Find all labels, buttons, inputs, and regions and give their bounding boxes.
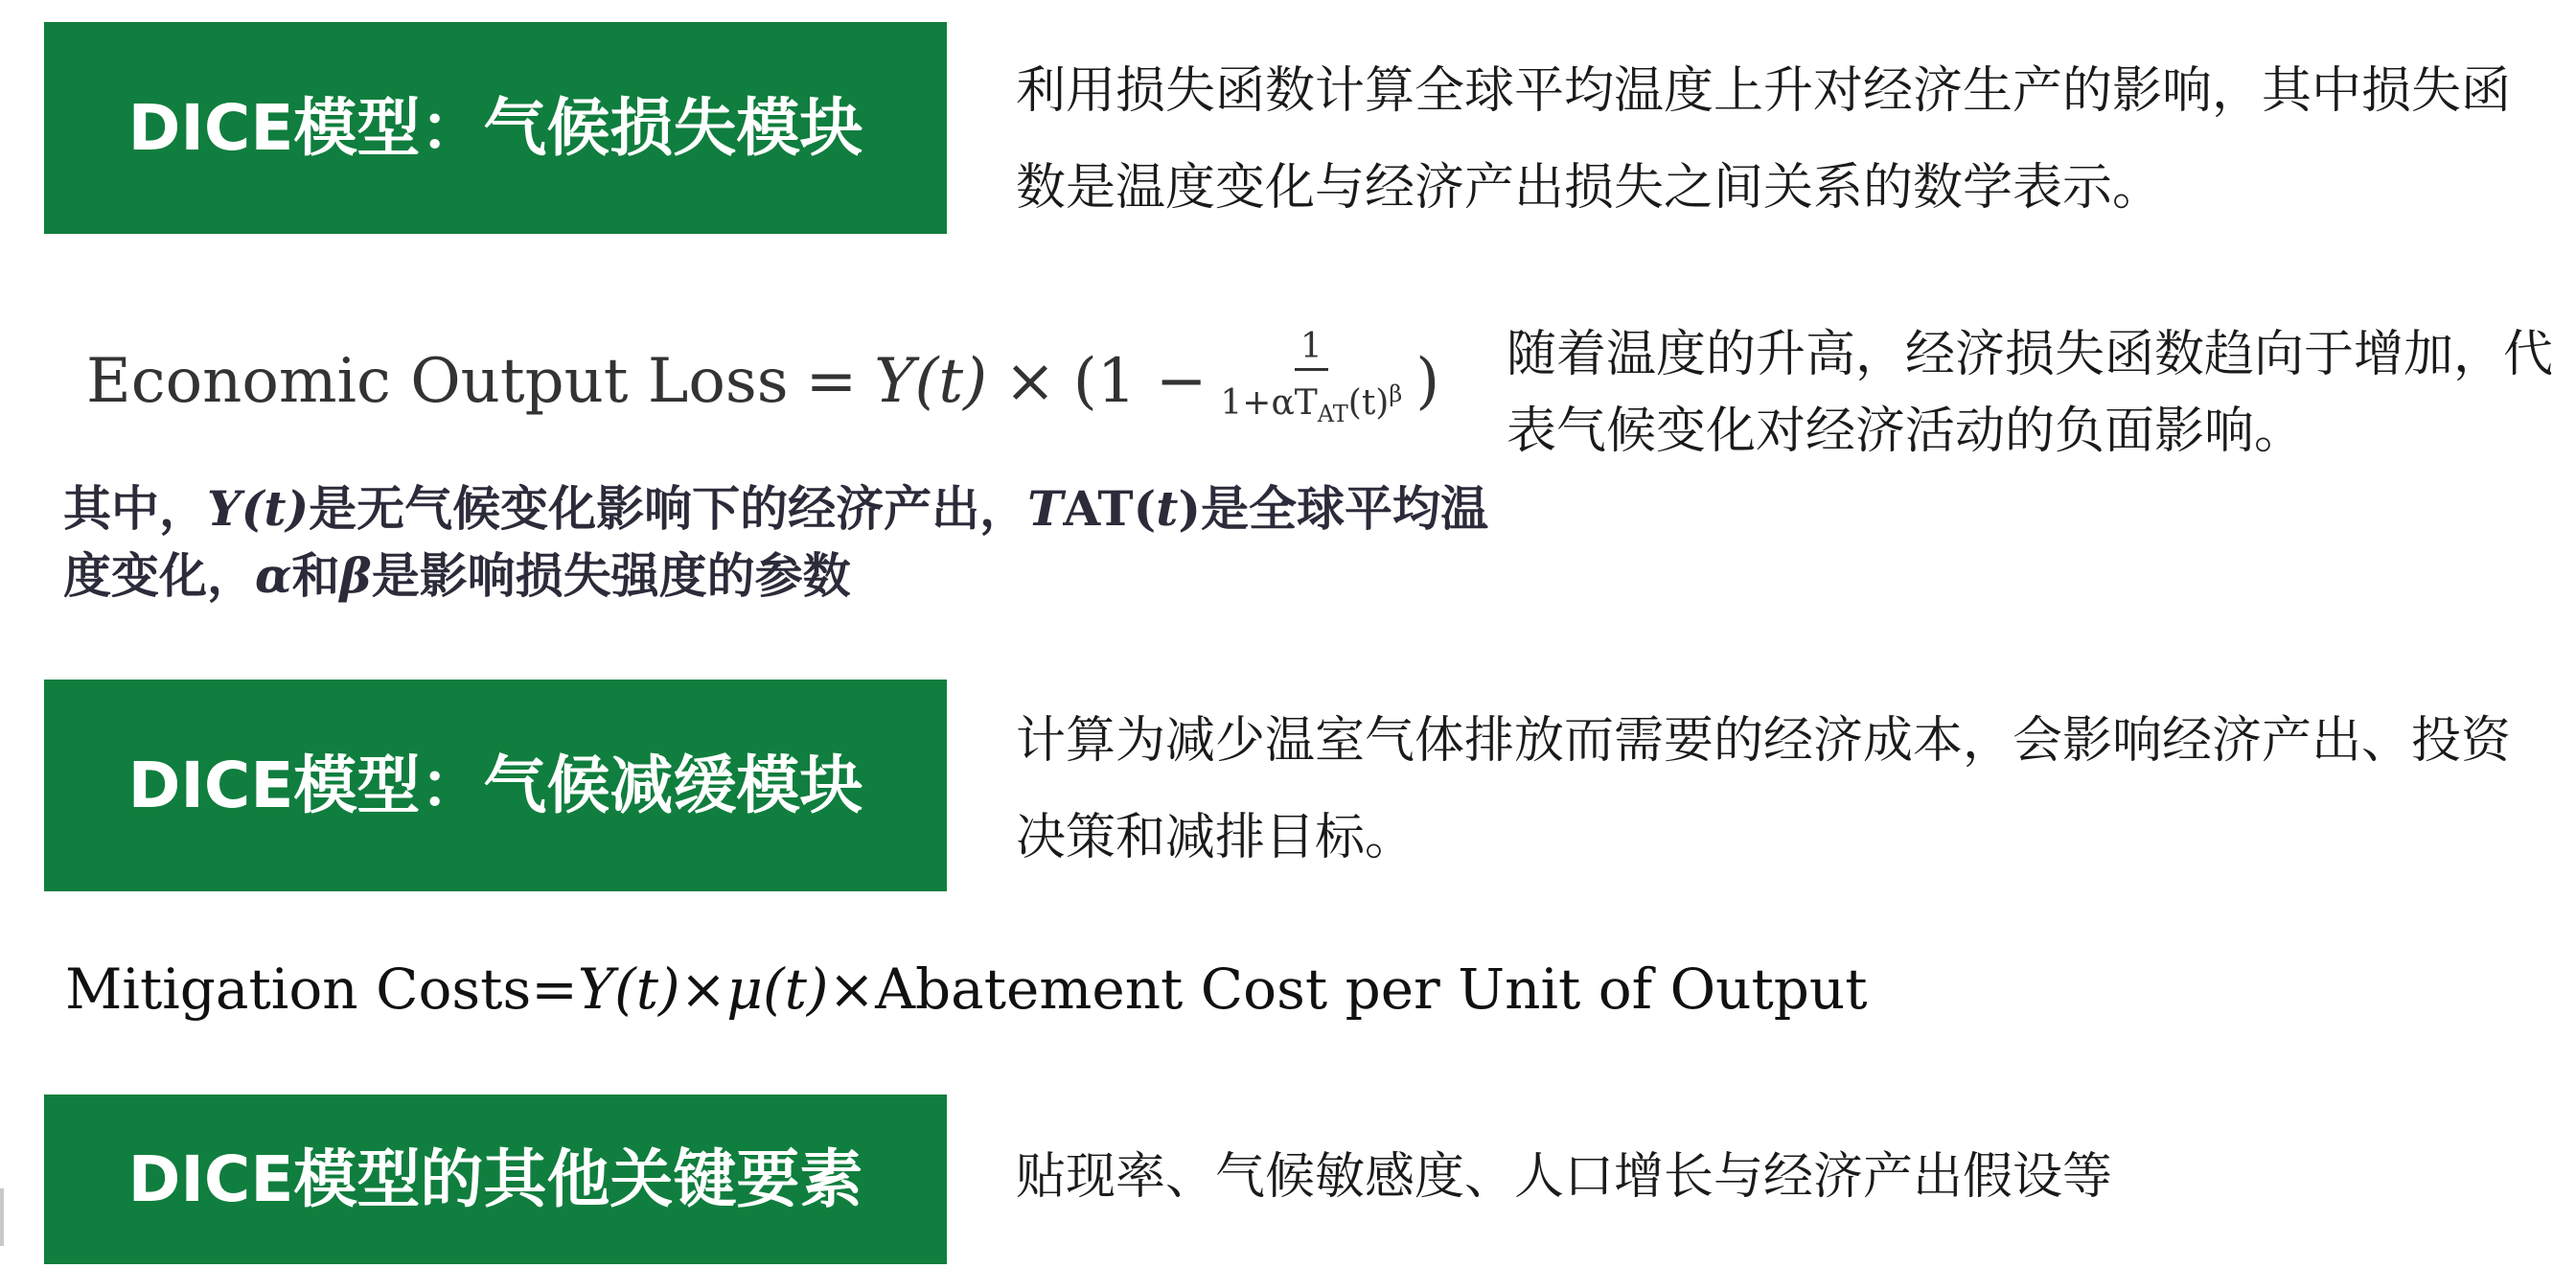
other-elements-title: DICE模型的其他关键要素 [127,1142,863,1216]
formula-close-paren: ) [1415,346,1440,417]
var-y: Y(t) [207,480,310,537]
edge-divider [0,1188,4,1246]
mitigation-module-description: 计算为减少温室气体排放而需要的经济成本，会影响经济产出、投资决策和减排目标。 [1016,712,2512,866]
formula-times: × [1004,346,1056,417]
variable-definition-note: 其中，Y(t)是无气候变化影响下的经济产出，TAT(t)是全球平均温度变化，α和β是影响损失强度的参数 [63,480,1489,604]
mitigation-module-title: DICE模型：气候减缓模块 [127,749,863,822]
fraction-denominator: $1+\alpha T_{AT}(t)^\beta$ [1220,380,1403,428]
loss-module-description: 利用损失函数计算全球平均温度上升对经济生产的影响，其中损失函数是温度变化与经济产出损失之间关系的数学表示。 [1016,62,2512,217]
var-t: T [1027,480,1064,537]
formula-label: Economic Output Loss [86,346,789,417]
var-beta: β [339,547,372,604]
loss-trend-note: 随着温度的升高，经济损失函数趋向于增加，代表气候变化对经济活动的负面影响。 [1506,326,2554,460]
var-alpha: α [255,547,292,604]
formula-y-term: Y(t) [874,346,988,417]
fraction-numerator: 1 [1295,326,1328,371]
loss-module-header [44,22,947,234]
mitigation-module-header [44,680,947,891]
loss-module-title: DICE模型：气候损失模块 [127,91,863,165]
other-elements-header [44,1095,947,1264]
formula-equals: = [805,346,858,417]
mitigation-costs-formula: Mitigation Costs=Y(t)×μ(t)×Abatement Cost per Unit of Output [65,957,1868,1022]
other-elements-description: 贴现率、气候敏感度、人口增长与经济产出假设等 [1016,1148,2113,1206]
economic-output-loss-formula [86,324,1439,439]
formula-open-paren: (1 − [1072,346,1208,417]
formula-fraction [1214,326,1408,437]
